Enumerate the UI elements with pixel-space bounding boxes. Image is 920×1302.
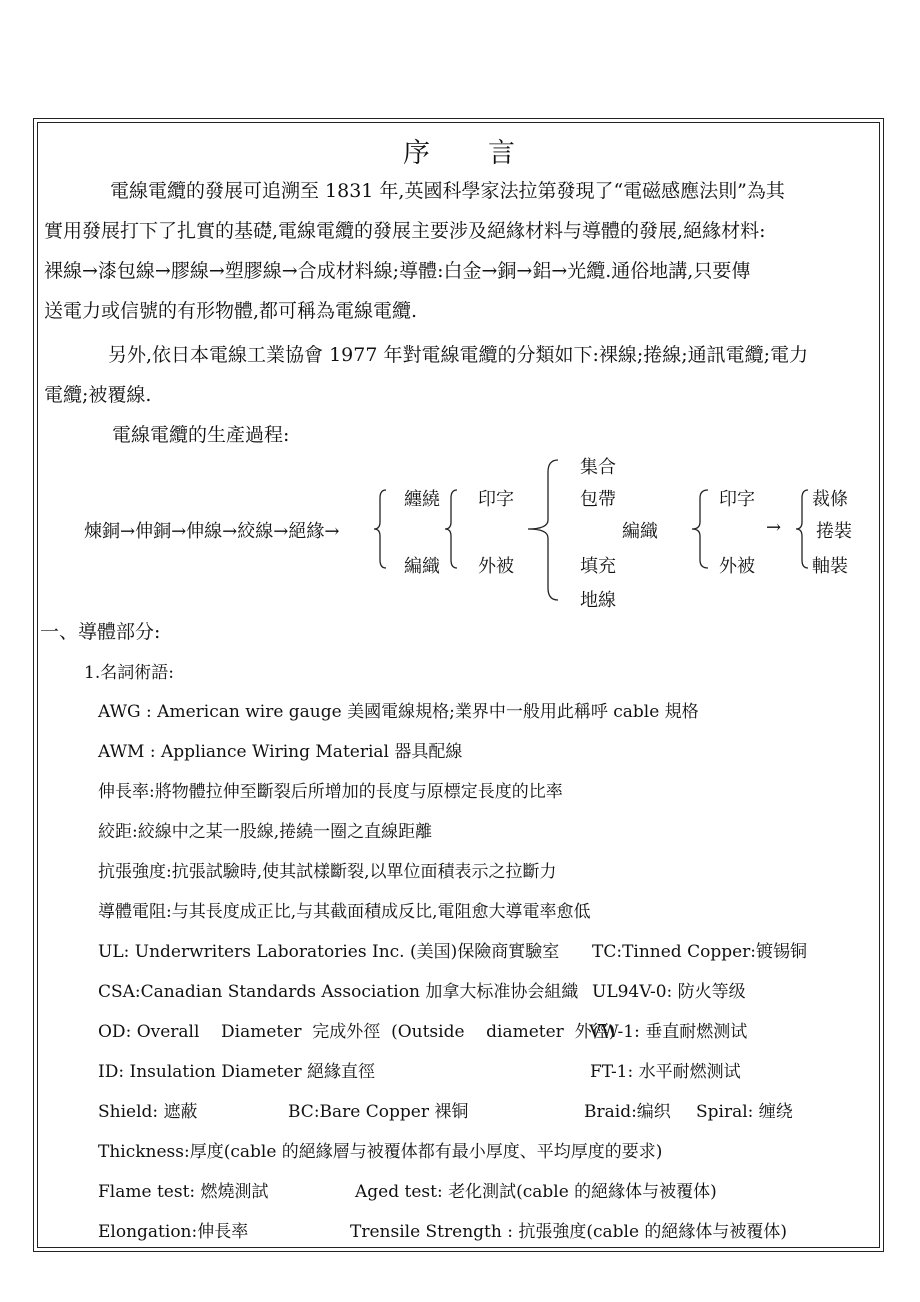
- intro-p2-line2: 電纜;被覆線.: [44, 384, 152, 406]
- stage3-item-2: 包帶: [580, 489, 616, 510]
- term-flame-test: Flame test: 燃燒測試: [98, 1182, 269, 1202]
- stage5-item-3: 軸裝: [812, 556, 848, 577]
- process-heading: 電線電纜的生產過程:: [112, 424, 290, 446]
- term-conductor-resistance: 導體電阻:与其長度成正比,与其截面積成反比,電阻愈大導電率愈低: [98, 902, 591, 922]
- term-tensile: Trensile Strength : 抗張強度(cable 的絕緣体与被覆体): [350, 1222, 788, 1242]
- term-spiral: Spiral: 缠绕: [696, 1102, 793, 1122]
- stage3-center: 編織: [622, 521, 658, 542]
- intro-p1-line3: 裸線→漆包線→膠線→塑膠線→合成材料線;導體:白金→銅→鋁→光纜.通俗地講,只要傳: [44, 260, 751, 282]
- section1-subheading: 1.名詞術語:: [84, 663, 174, 683]
- brace-stage5: [794, 486, 814, 572]
- stage3-item-1: 集合: [580, 457, 616, 478]
- stage1-item-1: 纏繞: [404, 489, 440, 510]
- stage2-item-1: 印字: [478, 489, 514, 510]
- stage5-item-2: 捲裝: [816, 521, 852, 542]
- page-title: [0, 131, 920, 170]
- stage2-item-2: 外被: [478, 556, 514, 577]
- title-char-1: 序: [403, 138, 432, 169]
- stage1-item-2: 編織: [404, 556, 440, 577]
- process-chain: 煉銅→伸銅→伸線→絞線→絕緣→: [84, 521, 340, 542]
- intro-p1-line2: 實用發展打下了扎實的基礎,電線電纜的發展主要涉及絕緣材料与導體的發展,絕緣材料:: [44, 220, 766, 242]
- brace-stage2: [443, 486, 463, 572]
- term-vw1: VW-1: 垂直耐燃测试: [589, 1022, 748, 1042]
- term-tensile-strength: 抗張強度:抗張試驗時,使其試樣斷裂,以單位面積表示之拉斷力: [98, 862, 557, 882]
- stage3-item-4: 地線: [580, 590, 616, 611]
- brace-stage1: [372, 486, 392, 572]
- stage5-item-1: 裁條: [812, 489, 848, 510]
- term-ul94v0: UL94V-0: 防火等级: [592, 982, 746, 1002]
- term-braid: Braid:编织: [584, 1102, 671, 1122]
- term-elongation-rate: 伸長率:將物體拉伸至斷裂后所增加的長度与原標定長度的比率: [98, 782, 563, 802]
- intro-p1-line1: 電線電纜的發展可追溯至 1831 年,英國科學家法拉第發現了“電磁感應法則”為其: [110, 180, 785, 202]
- stage4-item-1: 印字: [719, 489, 755, 510]
- term-od: OD: Overall Diameter 完成外徑 (Outside diameter 外徑): [98, 1022, 616, 1042]
- stage4-arrow: →: [766, 517, 782, 538]
- brace-stage3: [524, 456, 566, 606]
- term-lay-length: 絞距:絞線中之某一股線,捲繞一圈之直線距離: [98, 822, 433, 842]
- intro-p2-line1: 另外,依日本電線工業協會 1977 年對電線電纜的分類如下:裸線;捲線;通訊電纜;電力: [108, 344, 809, 366]
- term-thickness: Thickness:厚度(cable 的絕緣層与被覆体都有最小厚度、平均厚度的要求): [98, 1142, 663, 1162]
- term-shield: Shield: 遮蔽: [98, 1102, 198, 1122]
- term-elongation: Elongation:伸長率: [98, 1222, 249, 1242]
- brace-stage4: [690, 486, 714, 572]
- term-csa: CSA:Canadian Standards Association 加拿大标准协会組織: [98, 982, 579, 1002]
- term-ft1: FT-1: 水平耐燃测试: [590, 1062, 741, 1082]
- intro-p1-line4: 送電力或信號的有形物體,都可稱為電線電纜.: [44, 300, 418, 322]
- section1-heading: 一、導體部分:: [40, 621, 161, 643]
- stage4-item-2: 外被: [719, 556, 755, 577]
- term-ul: UL: Underwriters Laboratories Inc. (美国)保險商實驗室: [98, 942, 560, 962]
- term-id: ID: Insulation Diameter 絕緣直徑: [98, 1062, 376, 1082]
- term-awm: AWM : Appliance Wiring Material 器具配線: [98, 742, 463, 762]
- term-aged-test: Aged test: 老化測試(cable 的絕緣体与被覆体): [355, 1182, 717, 1202]
- stage3-item-3: 填充: [580, 556, 616, 577]
- term-bc: BC:Bare Copper 裸铜: [288, 1102, 469, 1122]
- term-tc: TC:Tinned Copper:镀锡铜: [592, 942, 808, 962]
- term-awg: AWG : American wire gauge 美國電線規格;業界中一般用此稱呼 cable 規格: [98, 702, 699, 722]
- title-char-2: 言: [488, 138, 517, 169]
